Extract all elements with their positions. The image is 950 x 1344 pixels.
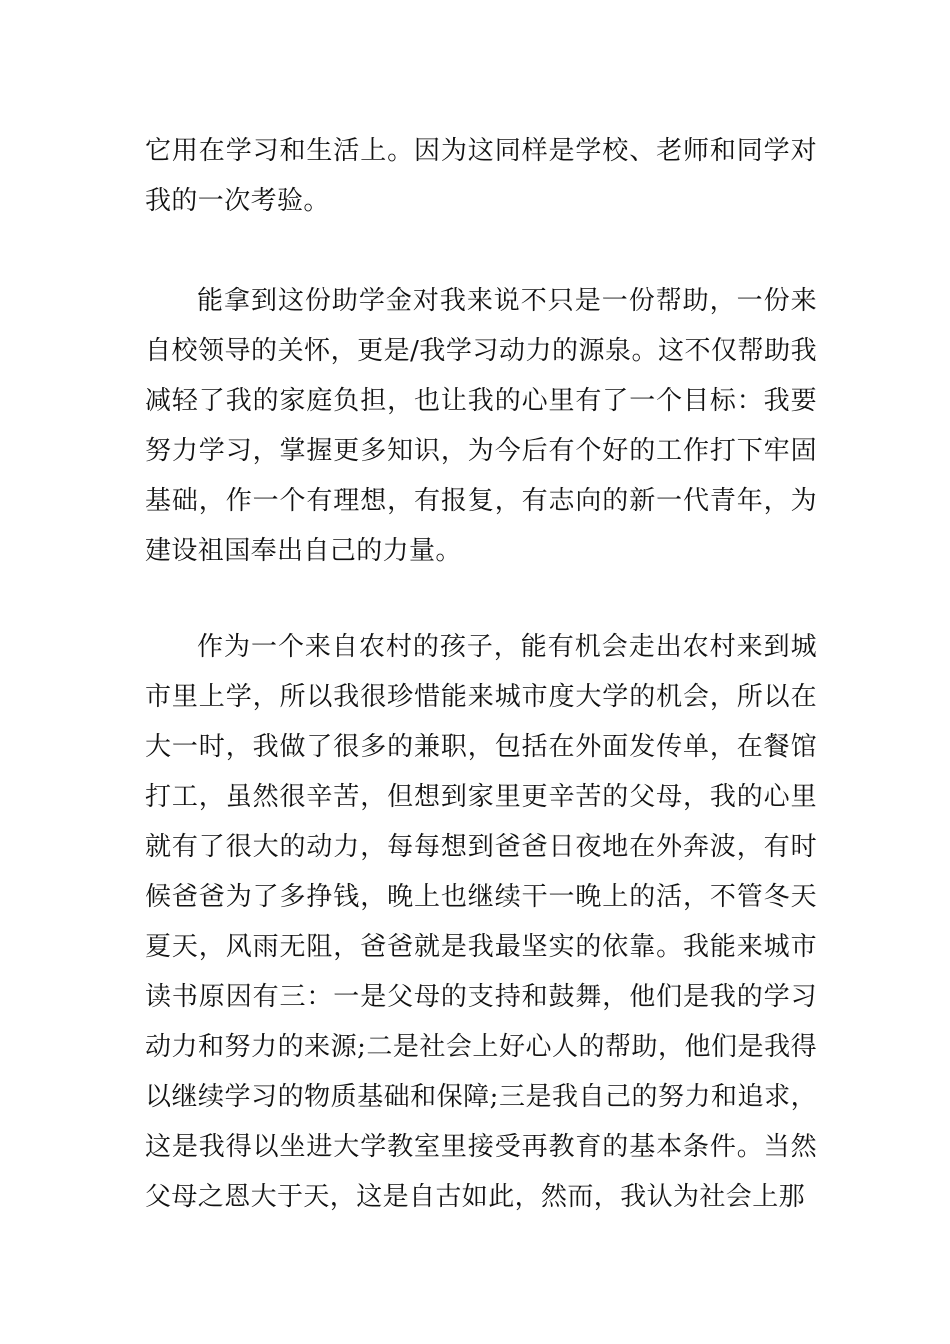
paragraph-scholarship: 能拿到这份助学金对我来说不只是一份帮助，一份来自校领导的关怀，更是/我学习动力的源泉。这不仅帮助我减轻了我的家庭负担，也让我的心里有了一个目标：我要努力学习，掌握更多知识，为今后有个好的工作打下牢固基础，作一个有理想，有报复，有志向的新一代青年，为建设祖国奉出自己的力量。 (145, 286, 817, 566)
paragraph-rural-background: 作为一个来自农村的孩子，能有机会走出农村来到城市里上学，所以我很珍惜能来城市度大学的机会，所以在大一时，我做了很多的兼职，包括在外面发传单，在餐馆打工，虽然很辛苦，但想到家里更辛苦的父母，我的心里就有了很大的动力，每每想到爸爸日夜地在外奔波，有时候爸爸为了多挣钱，晚上也继续干一晚上的活，不管冬天夏天，风雨无阻，爸爸就是我最坚实的依靠。我能来城市读书原因有三：一是父母的支持和鼓舞，他们是我的学习动力和努力的来源;二是社会上好心人的帮助，他们是我得以继续学习的物质基础和保障;三是我自己的努力和追求，这是我得以坐进大学教室里接受再教育的基本条件。当然父母之恩大于天，这是自古如此，然而，我认为社会上那 (145, 632, 817, 1212)
paragraph-continued: 它用在学习和生活上。因为这同样是学校、老师和同学对我的一次考验。 (145, 136, 817, 216)
